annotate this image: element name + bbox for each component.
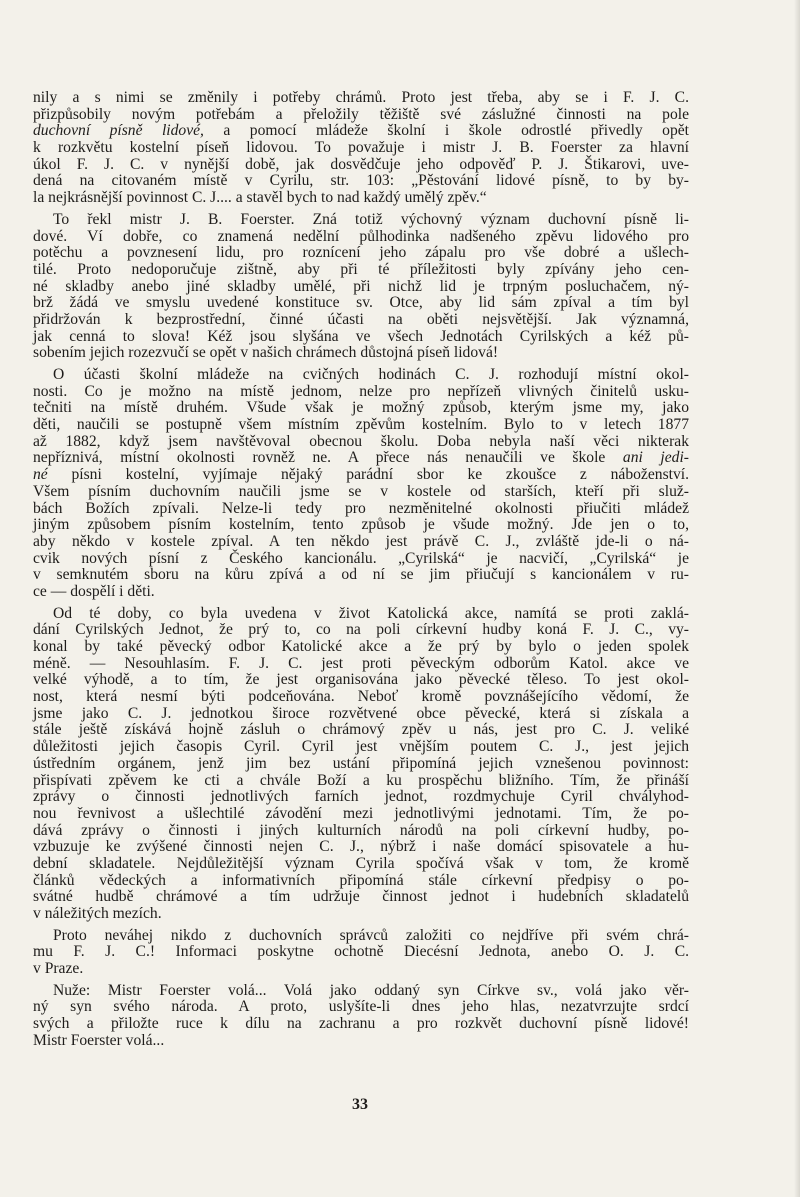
text-line — [33, 517, 689, 534]
text-segment: děti, naučili se postupně všem místním zpěvům kostelním. Bylo to v letech 1877 — [33, 416, 689, 434]
text-segment: O účasti školní mládeže na cvičných hodinách C. J. rozhodují místní okol- — [53, 366, 689, 383]
text-line — [33, 173, 689, 190]
text-segment: ce — dospělí i děti. — [33, 582, 155, 600]
text-segment: aby někdo v kostele zpíval. A ten někdo jest právě C. J., zvláště jde-li o ná- — [33, 532, 689, 550]
text-line — [33, 484, 689, 501]
text-line — [33, 567, 689, 584]
text-segment: svátné hudbě chrámové a tím udržuje činnost jednot i hudebních skladatelů — [33, 888, 689, 906]
text-line — [33, 279, 689, 296]
text-segment: dává zprávy o činnosti i jiných kulturních národů na poli církevní hudby, po- — [33, 821, 689, 839]
text-segment: a pomocí mládeže školní i škole odrostlé přivedly opět — [203, 122, 690, 140]
text-line — [33, 312, 689, 329]
text-line — [33, 329, 689, 346]
text-line — [33, 722, 689, 739]
text-segment: bách Božích zpívali. Nelze-li tedy pro nezměnitelné okolnosti přiučiti mládež — [33, 499, 689, 517]
text-segment: né skladby anebo jiné skladby umělé, při nichž lid je trpným posluchačem, ný- — [33, 277, 689, 295]
text-segment: konal by také pěvecký odbor Katolické akce a že prý by bylo o jeden spolek — [33, 638, 689, 655]
text-line — [33, 140, 689, 157]
article-body — [33, 90, 689, 1050]
text-line — [33, 157, 689, 174]
paragraph — [33, 928, 689, 978]
text-line — [33, 1016, 689, 1033]
paragraph — [33, 367, 689, 601]
text-segment: přidržován k bezprostřední, činné účasti na oběti nejsvětější. Jak významná, — [33, 310, 689, 328]
text-line — [33, 107, 689, 124]
text-segment: dání Cyrilských Jednot, že prý to, co na poli církevní hudby koná F. J. C., vy- — [33, 621, 689, 639]
text-segment: potěchu a povznesení lidu, pro roznícení jeho zápalu pro vše dobré a ušlech- — [33, 244, 689, 262]
page-number: 33 — [352, 1096, 368, 1113]
text-line — [33, 983, 689, 1000]
text-line — [33, 212, 689, 229]
text-segment: tečniti na místě druhém. Všude však je možný způsob, kterým jsme my, jako — [33, 399, 689, 417]
text-segment: jak cenná to slova! Kéž jsou slyšána ve všech Jednotách Cyrilských a kéž pů- — [33, 327, 689, 345]
text-line — [33, 384, 689, 401]
text-segment: dená na citovaném místě v Cyrilu, str. 103: „Pěstování lidové písně, to by by- — [33, 172, 689, 190]
text-segment: až 1882, když jsem navštěvoval obecnou školu. Doba nebyla naší věci nikterak — [33, 432, 689, 450]
text-line — [33, 345, 689, 362]
text-segment: ný syn svého národa. A proto, uslyšíte-li dnes jeho hlas, nezatvrzujte srdcí — [33, 998, 689, 1016]
page-edge — [794, 0, 800, 1197]
text-segment: To řekl mistr J. B. Foerster. Zná totiž výchovný význam duchovní písně li- — [53, 210, 689, 228]
text-line — [33, 90, 689, 107]
text-segment: nou řevnivost a ušlechtilé závodění mezi jednotlivými jednotami. Tím, že po- — [33, 804, 689, 822]
text-line — [33, 944, 689, 961]
text-segment: písni kostelní, vyjímaje nějaký parádní sbor ke zkoušce z náboženství. — [47, 466, 689, 484]
text-segment: méně. — Nesouhlasím. F. J. C. jest proti pěveckým odborům Katol. akce ve — [33, 654, 689, 672]
text-line — [33, 756, 689, 773]
text-segment: v Praze. — [33, 960, 84, 978]
text-segment: jsme jako C. J. jednotkou široce rozvětvené obce pěvecké, která si získala a — [33, 704, 689, 722]
paragraph — [33, 212, 689, 362]
text-line — [33, 434, 689, 451]
text-line — [33, 367, 689, 384]
paragraph — [33, 606, 689, 923]
italic-text: duchovní písně lidové, — [33, 122, 204, 140]
text-line — [33, 262, 689, 279]
text-segment: nily a s nimi se změnily i potřeby chrámů. Proto jest třeba, aby se i F. J. C. — [33, 89, 689, 106]
text-line — [33, 873, 689, 890]
text-segment: Od té doby, co byla uvedena v život Katolická akce, namítá se proti zaklá- — [53, 604, 689, 622]
text-segment: v náležitých mezích. — [33, 905, 162, 922]
text-line — [33, 450, 689, 467]
text-line — [33, 245, 689, 262]
text-segment: brž žádá ve smyslu uvedené konstituce sv. Otce, aby lid sám zpíval a tím byl — [33, 294, 689, 312]
text-segment: nepříznivá, místní okolnosti rovněž ne. A přece nás nenaučili ve škole — [33, 449, 623, 467]
text-line — [33, 551, 689, 568]
text-line — [33, 467, 689, 484]
text-segment: důležitosti jejich časopis Cyril. Cyril jest vnějším poutem C. J., jest jejich — [33, 738, 689, 756]
text-segment: v semknutém sboru na kůru zpívá a od ní se jim přiučují s kancionálem v ru- — [33, 566, 689, 584]
text-segment: stále ještě získává hojně zásluh o chrámový zpěv u nás, jest pro C. J. veliké — [33, 721, 689, 739]
text-line — [33, 961, 689, 978]
text-line — [33, 999, 689, 1016]
text-segment: úkol F. J. C. v nynější době, jak dosvědčuje jeho odpověď P. J. Štikarovi, uve- — [33, 155, 689, 173]
text-line — [33, 606, 689, 623]
text-segment: nosti. Co je možno na místě jednom, nelze pro nepřízeň vlivných činitelů usku- — [33, 382, 689, 400]
text-line — [33, 190, 689, 207]
text-segment: Mistr Foerster volá... — [33, 1031, 165, 1049]
text-segment: článků vědeckých a informativních připomíná stále církevní předpisy o po- — [33, 871, 689, 889]
text-segment: sobením jejich rozezvučí se opět v našich chrámech důstojná píseň lidová! — [33, 344, 499, 362]
text-segment: k rozkvětu kostelní píseň lidovou. To považuje i mistr J. B. Foerster za hlavní — [33, 139, 689, 157]
text-line — [33, 584, 689, 601]
text-line — [33, 928, 689, 945]
text-segment: Proto neváhej nikdo z duchovních správců založiti co nejdříve při svém chrá- — [53, 926, 689, 944]
text-segment: jiným způsobem písním kostelním, tento způsob je všude možný. Jde jen o to, — [33, 516, 689, 534]
text-segment: ústředním orgánem, jenž jim bez ustání připomíná jejich vznešenou povinnost: — [33, 754, 689, 772]
paragraph — [33, 983, 689, 1050]
text-line — [33, 639, 689, 656]
text-line — [33, 295, 689, 312]
text-segment: velké výhodě, a to tím, že jest organisována jako pěvecké těleso. To jest okol- — [33, 671, 689, 689]
text-line — [33, 706, 689, 723]
text-line — [33, 906, 689, 923]
text-line — [33, 806, 689, 823]
text-segment: přizpůsobily novým potřebám a přeložily těžiště své záslužné činnosti na pole — [33, 105, 689, 123]
text-line — [33, 123, 689, 140]
text-segment: cvik nových písní z Českého kancionálu. „Cyrilská“ je nacvičí, „Cyrilská“ je — [33, 549, 689, 567]
text-segment: tilé. Proto nedoporučuje zištně, aby při té příležitosti byly zpívány jeho cen- — [33, 260, 689, 278]
text-line — [33, 501, 689, 518]
text-line — [33, 889, 689, 906]
italic-text: né — [33, 466, 48, 484]
text-segment: la nejkrásnější povinnost C. J.... a stavěl bych to nad každý umělý zpěv.“ — [33, 189, 487, 207]
text-line — [33, 672, 689, 689]
text-segment: přispívati zpěvem ke cti a chvále Boží a ku prospěchu bližního. Tím, že přináší — [33, 771, 689, 789]
text-segment: svých a přiložte ruce k dílu na zachranu a pro rozkvět duchovní písně lidové! — [33, 1015, 689, 1033]
text-segment: zprávy o činnosti jednotlivých farních jednot, rozdmychuje Cyril chvályhod- — [33, 788, 689, 806]
paragraph — [33, 90, 689, 207]
text-line — [33, 1033, 689, 1050]
text-segment: Nuže: Mistr Foerster volá... Volá jako oddaný syn Církve sv., volá jako věr- — [53, 981, 689, 999]
italic-text: ani jedi- — [622, 449, 689, 467]
text-line — [33, 534, 689, 551]
text-line — [33, 839, 689, 856]
text-segment: dové. Ví dobře, co znamená nedělní půlhodinka nadšeného zpěvu lidového pro — [33, 227, 689, 245]
text-segment: dební skladatele. Nejdůležitější význam Cyrila spočívá však v tom, že kromě — [33, 854, 689, 872]
text-line — [33, 400, 689, 417]
text-segment: vzbuzuje ke zvýšené činnosti nejen C. J., nýbrž i naše domácí spisovatele a hu- — [33, 838, 689, 856]
text-line — [33, 229, 689, 246]
text-line — [33, 656, 689, 673]
text-line — [33, 856, 689, 873]
text-line — [33, 789, 689, 806]
text-segment: nost, která nesmí býti podceňována. Neboť kromě povznášejícího vědomí, že — [33, 688, 689, 706]
text-line — [33, 622, 689, 639]
text-line — [33, 739, 689, 756]
text-line — [33, 417, 689, 434]
text-segment: mu F. J. C.! Informaci poskytne ochotně Diecésní Jednota, anebo O. J. C. — [33, 943, 689, 961]
text-line — [33, 773, 689, 790]
text-line — [33, 823, 689, 840]
text-line — [33, 689, 689, 706]
text-segment: Všem písním duchovním naučili jsme se v kostele od starších, kteří při služ- — [33, 482, 689, 500]
